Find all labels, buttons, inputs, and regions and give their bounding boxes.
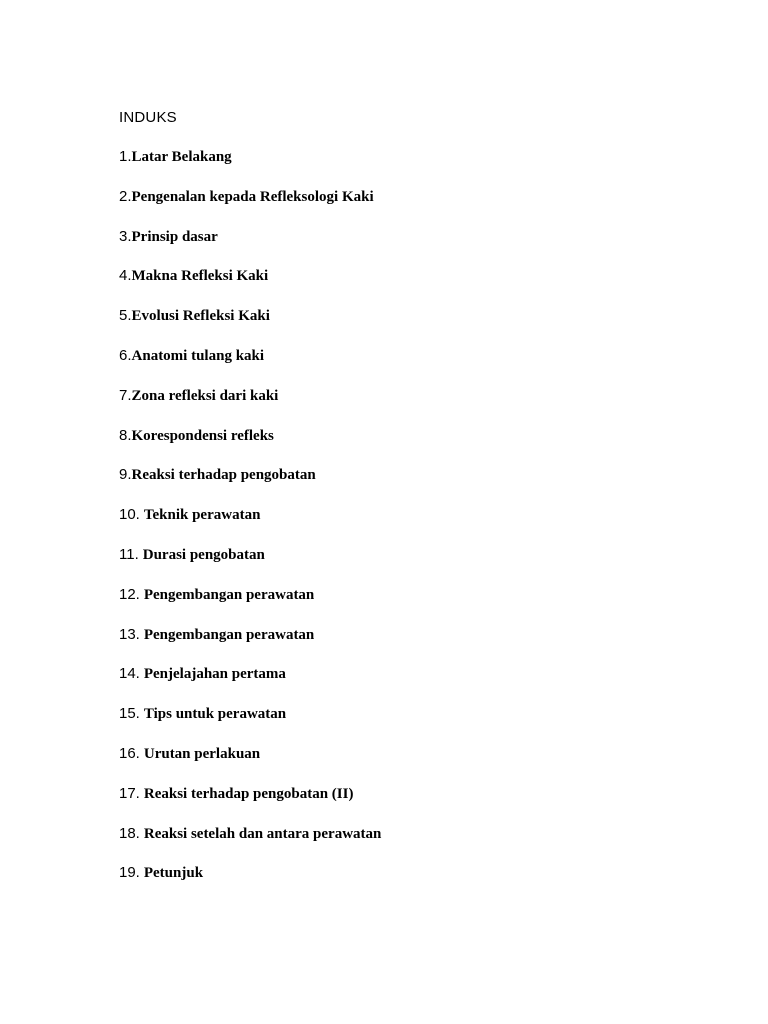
- toc-item: [119, 545, 381, 585]
- toc-item: [119, 386, 381, 426]
- toc-item: [119, 784, 381, 824]
- item-number: 14.: [119, 665, 140, 683]
- item-title: Pengenalan kepada Refleksologi Kaki: [131, 188, 374, 205]
- item-title: Evolusi Refleksi Kaki: [131, 308, 270, 325]
- item-title: Zona refleksi dari kaki: [131, 387, 279, 404]
- item-number: 19.: [119, 864, 140, 882]
- item-number: 9.: [119, 466, 132, 484]
- document-heading: INDUKS: [119, 109, 177, 126]
- item-title: Durasi pengobatan: [142, 546, 265, 563]
- item-title: Petunjuk: [143, 865, 204, 882]
- toc-item: [119, 227, 381, 267]
- item-number: 11.: [119, 545, 139, 563]
- toc-item: [119, 505, 381, 545]
- toc-item: [119, 824, 381, 864]
- toc-item: [119, 744, 381, 784]
- item-title: Anatomi tulang kaki: [131, 347, 265, 364]
- item-title: Reaksi setelah dan antara perawatan: [143, 825, 382, 842]
- item-number: 13.: [119, 625, 140, 643]
- item-number: 17.: [119, 784, 140, 802]
- toc-item: [119, 625, 381, 665]
- item-number: 15.: [119, 705, 140, 723]
- item-title: Latar Belakang: [131, 149, 232, 165]
- toc-item: [119, 426, 381, 466]
- item-number: 10.: [119, 506, 140, 524]
- toc-item: [119, 704, 381, 744]
- item-title: Teknik perawatan: [143, 507, 261, 524]
- table-of-contents: [119, 147, 381, 903]
- item-title: Penjelajahan pertama: [143, 666, 286, 683]
- item-title: Korespondensi refleks: [131, 427, 274, 444]
- toc-item: [119, 147, 381, 187]
- item-number: 6.: [119, 346, 132, 364]
- item-number: 4.: [119, 267, 132, 285]
- toc-item: [119, 346, 381, 386]
- item-title: Pengembangan perawatan: [143, 586, 315, 603]
- item-title: Urutan perlakuan: [143, 745, 261, 762]
- toc-item: [119, 306, 381, 346]
- item-title: Tips untuk perawatan: [143, 706, 287, 723]
- item-number: 2.: [119, 187, 132, 205]
- item-number: 12.: [119, 585, 140, 603]
- item-number: 3.: [119, 227, 132, 245]
- toc-item: [119, 187, 381, 227]
- toc-item: [119, 863, 381, 903]
- item-number: 5.: [119, 307, 132, 325]
- item-number: 8.: [119, 426, 132, 444]
- item-title: Reaksi terhadap pengobatan (II): [143, 785, 354, 802]
- item-title: Makna Refleksi Kaki: [131, 268, 269, 285]
- toc-item: [119, 585, 381, 625]
- item-number: 1.: [119, 148, 132, 165]
- item-number: 7.: [119, 386, 132, 404]
- toc-item: [119, 664, 381, 704]
- item-number: 18.: [119, 824, 140, 842]
- toc-item: [119, 266, 381, 306]
- toc-item: [119, 465, 381, 505]
- item-title: Pengembangan perawatan: [143, 626, 315, 643]
- item-number: 16.: [119, 744, 140, 762]
- item-title: Prinsip dasar: [131, 228, 218, 245]
- item-title: Reaksi terhadap pengobatan: [131, 467, 316, 484]
